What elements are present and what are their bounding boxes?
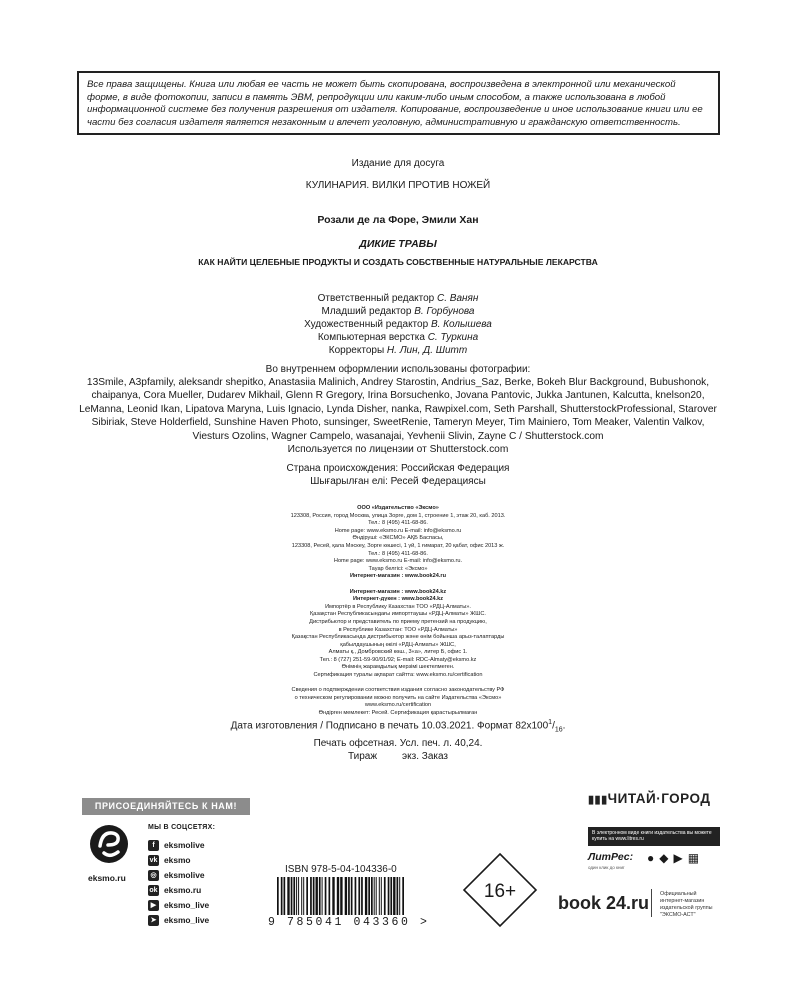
imprint-line: қабылдаушының өкілі «РДЦ-Алматы» ЖШС, (340, 641, 456, 648)
imprint-line: Сведения о подтверждении соответствия издания согласно законодательству РФ (291, 687, 505, 694)
imprint-line: Интернет-магазин : www.book24.ru (349, 573, 447, 580)
social-item-facebook: f eksmolive (148, 838, 205, 852)
origin-ru: Страна происхождения: Российская Федерация (286, 463, 510, 474)
imprint-line: Интернет-магазин : www.book24.kz (349, 588, 447, 595)
imprint-line: Қазақстан Республикасындағы импорттаушы «РДЦ-Алматы» ЖШС. (310, 611, 486, 618)
imprint-line: Өндірген мемлекет: Ресей. Сертификация қарастырылмаған (318, 710, 478, 717)
apple-icon: ● (647, 851, 660, 865)
imprint-line: Home page: www.eksmo.ru E-mail: info@eksmo.ru (334, 527, 462, 534)
photo-credit-line: Viesturs Ozolins, Wagner Campelo, wasanajai, Yevhenii Slivin, Zayne C / Shutterstock.com (192, 430, 604, 442)
imprint-line: Алматы қ., Домбровский көш., 3«а», литер Б, офис 1. (328, 649, 468, 656)
license-line: Используется по лицензии от Shutterstock.com (287, 444, 509, 456)
imprint-line: 123308, Россия, город Москва, улица Зорге, дом 1, строение 1, этаж 20, каб. 2013. (290, 512, 506, 519)
credit-row: Корректоры Н. Лин, Д. Шитт (328, 345, 468, 356)
imprint-line: Тауар белгісі: «Эксмо» (368, 565, 428, 572)
editorial-credits (0, 292, 796, 357)
imprint-line: Тел.: 8 (495) 411-68-86. (368, 520, 428, 527)
play-icon: ▶ (673, 851, 688, 865)
book24-note: Официальный интернет-магазин издательской группы "ЭКСМО-АСТ" (660, 891, 713, 918)
copyright-text: Все права защищены. Книга или любая ее часть не может быть скопирована, воспроизведена в электронной или механической форме, в виде фотокопии, записи в память ЭВМ, репродукции или каким-либо иным способом, а также использована в любой информационной системе без получения разрешения от издателя. Копирование, воспроизведение и иное использование книги или ее части без согласия издателя является незаконным и влечет уголовную, административную и гражданскую ответственность. (87, 79, 703, 128)
imprint-line: Дистрибьютор и представитель по приему претензий на продукцию, (309, 618, 487, 625)
photos-heading: Во внутреннем оформлении использованы фотографии: (265, 364, 531, 375)
barcode-icon (275, 877, 408, 915)
print-date-line: Дата изготовления / Подписано в печать 10.03.2021. Формат $82x100^1/_{16}$. (230, 719, 566, 734)
telegram-icon: ➤ (148, 915, 159, 926)
imprint-line: Қазақстан Республикасында дистрибьютор және өнім бойынша арыз-талаптарды (291, 634, 505, 641)
chitai-bars-icon: ▮▮▮ (588, 794, 608, 806)
social-item-telegram: ➤ eksmo_live (148, 913, 209, 927)
litres-tagline: один клик до книг (588, 865, 625, 870)
eksmo-logo-icon (88, 820, 130, 872)
country-of-origin (0, 462, 796, 488)
imprint-line: Тел.: 8 (727) 251-59-90/91/92; E-mail: RDC-Almaty@eksmo.kz (319, 656, 477, 663)
imprint-line: Тел.: 8 (495) 411-68-86. (368, 550, 428, 557)
imprint-line: о техническом регулировании можно получить на сайте Издательства «Эксмо» (294, 694, 502, 701)
imprint-line: ООО «Издательство «Эксмо» (357, 505, 439, 511)
windows-icon: ▦ (687, 851, 705, 865)
imprint-line: Өнімнің жарамдылық мерзімі шектелмеген. (341, 664, 455, 671)
imprint-line: 123308, Ресей, қала Мәскеу, Зорге көшесі, 1 үй, 1 ғимарат, 20 қабат, офис 2013 ж. (291, 542, 505, 549)
print-run-line: Тираж экз. Заказ (347, 751, 449, 763)
age-rating-badge (462, 852, 538, 928)
imprint-line: в Республике Казахстан: ТОО «РДЦ-Алматы» (338, 626, 458, 633)
social-item-vk: vk eksmo (149, 855, 191, 865)
credit-row: Компьютерная верстка С. Туркина (317, 332, 479, 343)
series-title: КУЛИНАРИЯ. ВИЛКИ ПРОТИВ НОЖЕЙ (305, 180, 491, 191)
imprint-line: Өндіруші: «ЭКСМО» АҚБ Баспасы, (352, 535, 444, 542)
litres-banner: В электронном виде книги издательства вы можете купить на www.litres.ru (588, 827, 720, 846)
photo-credit-line: Sibiriak, Steve Holderfield, Sunshine Haven Photo, sunsinger, SweetRenie, Tameryn Meyer, Tim Mainiero, Tom Meaker, Valentin Valkov, (91, 417, 705, 429)
age-rating-text: 16+ (483, 881, 517, 902)
social-item-instagram: ◎ eksmolive (148, 868, 205, 882)
book24-logo: book 24.ru (558, 893, 650, 913)
print-type-line: Печать офсетная. Усл. печ. л. 40,24. (313, 737, 483, 749)
social-heading: МЫ В СОЦСЕТЯХ: (148, 824, 216, 831)
isbn: ISBN 978-5-04-104336-0 (285, 864, 397, 875)
photo-credits (0, 376, 796, 456)
book24-divider (651, 889, 652, 917)
imprint-line: Home page: www.eksmo.ru E-mail: info@eksmo.ru. (333, 558, 463, 565)
photo-credit-line: LeManna, Leonid Ikan, Lipatova Maryna, Luis Ignacio, Lynda Disher, nanka, Rawpixel.com, Seth Parshall, ShutterstockProfessional, Starover (79, 403, 717, 415)
imprint-line: Интернет-дүкен : www.book24.kz (352, 596, 444, 603)
eksmo-site: eksmo.ru (88, 873, 126, 883)
book-title: ДИКИЕ ТРАВЫ (359, 238, 437, 250)
chitai-gorod-logo: ▮▮▮ЧИТАЙ·ГОРОД (588, 791, 711, 806)
publisher-imprint (0, 505, 796, 718)
imprint-line (0, 581, 796, 589)
instagram-icon: ◎ (148, 870, 159, 881)
join-us-banner: ПРИСОЕДИНЯЙТЕСЬ К НАМ! (82, 798, 250, 815)
credit-row: Младший редактор В. Горбунова (321, 306, 475, 317)
imprint-line: Импортёр в Республику Казахстан ТОО «РДЦ-Алматы». (325, 603, 471, 610)
youtube-icon: ▶ (148, 900, 159, 911)
imprint-line (0, 680, 796, 688)
ok-icon: ok (149, 887, 158, 895)
vk-icon: vk (149, 857, 158, 865)
credit-row: Ответственный редактор С. Ванян (317, 293, 479, 304)
copyright-notice (77, 71, 720, 135)
barcode-digits: 9 785041 043360 > (268, 916, 430, 929)
book-authors: Розали де ла Форе, Эмили Хан (317, 214, 479, 226)
origin-kz: Шығарылған елі: Ресей Федерациясы (310, 476, 486, 487)
print-info (0, 716, 796, 764)
social-item-ok: ok eksmo.ru (149, 885, 202, 895)
book-subtitle: КАК НАЙТИ ЦЕЛЕБНЫЕ ПРОДУКТЫ И СОЗДАТЬ СОБСТВЕННЫЕ НАТУРАЛЬНЫЕ ЛЕКАРСТВА (198, 257, 598, 267)
litres-logo: ЛитРес: (588, 851, 634, 863)
credit-row: Художественный редактор В. Колышева (304, 319, 492, 330)
app-store-icons (647, 851, 704, 865)
social-item-youtube: ▶ eksmo_live (148, 898, 209, 912)
android-icon: ◆ (659, 851, 674, 865)
edition-type: Издание для досуга (351, 158, 445, 169)
facebook-icon: f (148, 840, 159, 851)
imprint-line: www.eksmo.ru/certification (364, 702, 432, 709)
photo-credit-line: 13Smile, A3pfamily, aleksandr shepitko, Anastasiia Malinich, Andrey Starostin, Andrius_Saz, Berke, Bokeh Blur Background, Bubushonok, (86, 377, 710, 388)
photo-credit-line: chaipanya, Cora Mueller, Dudarev Mikhail, Glenn R Gregory, Irina Borsuchenko, Jovana Pantovic, Jukka Jantunen, Kalcutta, knelson20, (91, 390, 705, 402)
imprint-line: Сертификация туралы ақпарат сайтта: www.eksmo.ru/certification (313, 672, 483, 679)
